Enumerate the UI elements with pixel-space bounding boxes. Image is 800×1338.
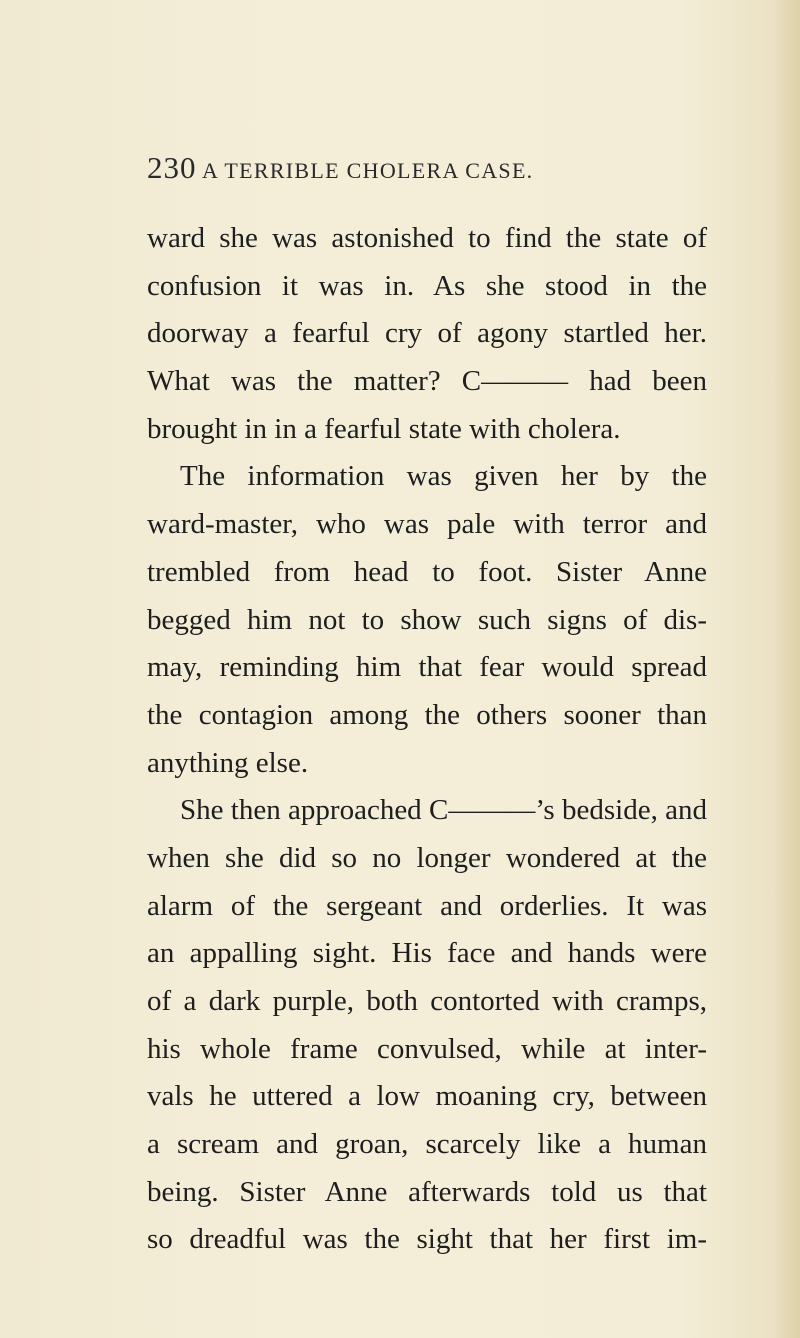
- page-edge-shadow: [772, 0, 800, 1338]
- text-line: anything else.: [147, 746, 309, 779]
- text-line: ward she was astonished to find the state of: [147, 222, 707, 254]
- text-line: the contagion among the others sooner than: [147, 698, 707, 731]
- running-title: A TERRIBLE CHOLERA CASE.: [202, 158, 534, 183]
- text-line: of a dark purple, both contorted with cramps,: [147, 985, 707, 1017]
- text-line: so dreadful was the sight that her first im-: [147, 1223, 707, 1256]
- text-line: She then approached C———’s bedside, and: [180, 794, 707, 827]
- text-line: vals he uttered a low moaning cry, between: [147, 1080, 707, 1113]
- text-line: confusion it was in. As she stood in the: [147, 269, 707, 302]
- text-line: What was the matter? C——— had been: [147, 365, 707, 398]
- text-line: alarm of the sergeant and orderlies. It was: [147, 889, 707, 922]
- text-line: a scream and groan, scarcely like a human: [147, 1128, 707, 1161]
- text-line: doorway a fearful cry of agony startled her.: [147, 317, 707, 350]
- page-number: 230: [147, 150, 197, 185]
- body-text: [147, 215, 707, 1264]
- text-line: being. Sister Anne afterwards told us that: [147, 1175, 707, 1208]
- text-line: The information was given her by the: [180, 460, 707, 493]
- text-line: when she did so no longer wondered at the: [147, 841, 707, 874]
- text-line: may, reminding him that fear would spread: [147, 651, 707, 684]
- text-line: begged him not to show such signs of dis-: [147, 603, 707, 636]
- text-line: trembled from head to foot. Sister Anne: [147, 555, 707, 588]
- text-line: ward-master, who was pale with terror and: [147, 508, 707, 541]
- text-line: an appalling sight. His face and hands were: [147, 937, 707, 970]
- text-line: brought in in a fearful state with cholera.: [147, 412, 621, 445]
- text-line: his whole frame convulsed, while at inter-: [147, 1032, 707, 1065]
- page-header: [147, 150, 707, 200]
